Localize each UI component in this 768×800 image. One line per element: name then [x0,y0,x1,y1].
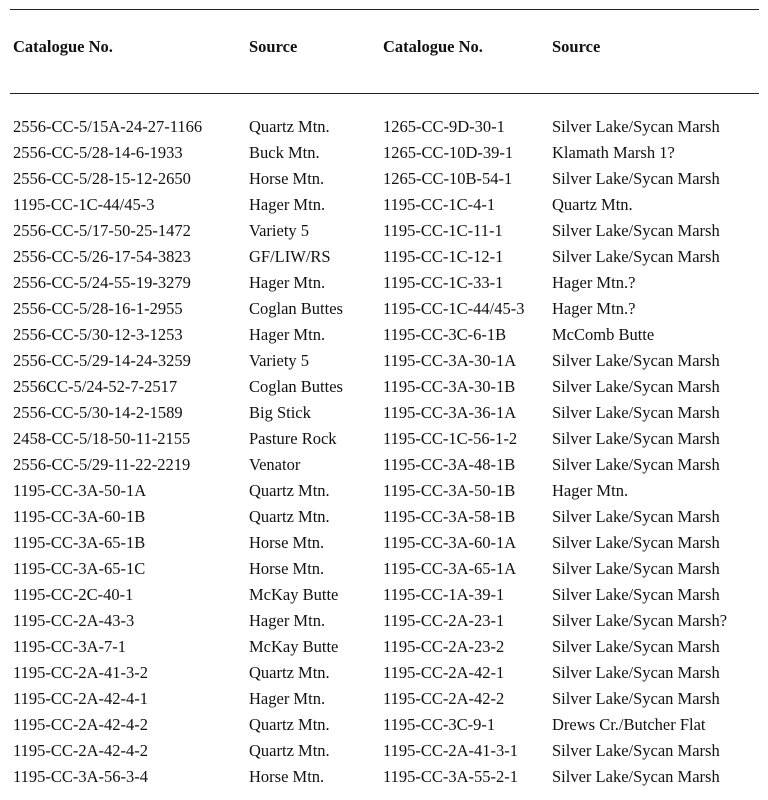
catalogue-no-cell: 1195-CC-2A-42-1 [383,663,505,682]
source-cell: Silver Lake/Sycan Marsh [552,169,720,188]
catalogue-no-cell: 1195-CC-1C-44/45-3 [383,299,525,318]
source-cell: Hager Mtn. [249,273,326,292]
source-cell: Quartz Mtn. [552,195,633,214]
catalogue-no-cell: 1195-CC-3A-7-1 [13,637,127,656]
catalogue-no-cell: 1195-CC-3A-60-1A [383,533,517,552]
catalogue-no-cell: 1195-CC-3C-6-1B [383,325,507,344]
table-row [0,296,768,322]
source-cell: McKay Butte [249,585,339,604]
source-cell: Quartz Mtn. [249,117,330,136]
catalogue-no-cell: 1195-CC-2A-42-4-1 [13,689,149,708]
source-cell: Silver Lake/Sycan Marsh [552,403,720,422]
source-cell: Silver Lake/Sycan Marsh [552,533,720,552]
catalogue-no-cell: 2556-CC-5/29-11-22-2219 [13,455,191,474]
catalogue-no-cell: 2458-CC-5/18-50-11-2155 [13,429,191,448]
source-cell: Klamath Marsh 1? [552,143,675,162]
catalogue-no-cell: 1195-CC-2A-42-4-2 [13,741,149,760]
table-row [0,738,768,764]
source-cell: Silver Lake/Sycan Marsh [552,663,720,682]
catalogue-no-cell: 1195-CC-2A-42-2 [383,689,505,708]
catalogue-no-cell: 1195-CC-1C-56-1-2 [383,429,518,448]
catalogue-no-cell: 1195-CC-3A-65-1B [13,533,146,552]
table-row [0,712,768,738]
top-rule [10,9,759,10]
catalogue-no-cell: 1195-CC-3A-50-1A [13,481,147,500]
source-cell: Horse Mtn. [249,767,325,786]
catalogue-no-cell: 1195-CC-2A-42-4-2 [13,715,149,734]
source-cell: Hager Mtn. [249,689,326,708]
source-cell: Horse Mtn. [249,169,325,188]
source-cell: Silver Lake/Sycan Marsh [552,689,720,708]
table-row [0,608,768,634]
catalogue-no-cell: 1195-CC-1C-12-1 [383,247,504,266]
table-row [0,478,768,504]
table-row [0,556,768,582]
table-row [0,374,768,400]
source-cell: McKay Butte [249,637,339,656]
source-cell: Silver Lake/Sycan Marsh [552,351,720,370]
source-cell: Silver Lake/Sycan Marsh [552,559,720,578]
catalogue-no-cell: 1195-CC-2A-23-2 [383,637,505,656]
source-cell: Drews Cr./Butcher Flat [552,715,706,734]
catalogue-no-cell: 2556-CC-5/28-14-6-1933 [13,143,183,162]
source-cell: Coglan Buttes [249,377,343,396]
table-body [0,114,768,790]
table-row [0,764,768,790]
source-cell: Horse Mtn. [249,533,325,552]
catalogue-no-cell: 1195-CC-2A-23-1 [383,611,505,630]
source-cell: Quartz Mtn. [249,663,330,682]
catalogue-no-cell: 1195-CC-3A-36-1A [383,403,517,422]
catalogue-no-cell: 2556-CC-5/24-55-19-3279 [13,273,191,292]
table-row [0,634,768,660]
catalogue-no-cell: 1195-CC-3A-56-3-4 [13,767,149,786]
catalogue-no-cell: 1195-CC-1C-11-1 [383,221,503,240]
catalogue-no-cell: 1195-CC-3A-65-1A [383,559,517,578]
catalogue-no-cell: 1195-CC-1A-39-1 [383,585,505,604]
catalogue-no-cell: 1195-CC-1C-33-1 [383,273,504,292]
source-cell: Hager Mtn. [249,195,326,214]
source-cell: Buck Mtn. [249,143,320,162]
catalogue-no-cell: 1195-CC-3C-9-1 [383,715,496,734]
catalogue-no-cell: 1195-CC-2A-41-3-1 [383,741,519,760]
table-row [0,192,768,218]
catalogue-no-cell: 1195-CC-3A-50-1B [383,481,516,500]
source-cell: Venator [249,455,301,474]
header-rule [10,93,759,94]
source-cell: Silver Lake/Sycan Marsh [552,455,720,474]
catalogue-no-cell: 1265-CC-9D-30-1 [383,117,505,136]
source-cell: Silver Lake/Sycan Marsh [552,507,720,526]
header-source-1: Source [249,37,298,56]
table-row [0,322,768,348]
source-cell: Variety 5 [249,351,310,370]
source-cell: Pasture Rock [249,429,337,448]
source-cell: Silver Lake/Sycan Marsh [552,377,720,396]
source-cell: Hager Mtn.? [552,273,636,292]
source-cell: GF/LIW/RS [249,247,331,266]
catalogue-no-cell: 2556-CC-5/30-12-3-1253 [13,325,183,344]
table-row [0,504,768,530]
catalogue-no-cell: 1195-CC-1C-44/45-3 [13,195,155,214]
catalogue-no-cell: 1195-CC-3A-48-1B [383,455,516,474]
source-cell: Silver Lake/Sycan Marsh [552,637,720,656]
table-row [0,244,768,270]
source-cell: Silver Lake/Sycan Marsh [552,221,720,240]
catalogue-no-cell: 1195-CC-1C-4-1 [383,195,496,214]
source-cell: Hager Mtn. [249,325,326,344]
table-row [0,400,768,426]
source-cell: Silver Lake/Sycan Marsh [552,117,720,136]
source-cell: Quartz Mtn. [249,715,330,734]
catalogue-no-cell: 1195-CC-2C-40-1 [13,585,134,604]
catalogue-no-cell: 1195-CC-3A-55-2-1 [383,767,519,786]
catalogue-no-cell: 2556-CC-5/30-14-2-1589 [13,403,183,422]
source-cell: Quartz Mtn. [249,507,330,526]
catalogue-no-cell: 1265-CC-10B-54-1 [383,169,513,188]
source-cell: Hager Mtn. [249,611,326,630]
header-catalogue-no-2: Catalogue No. [383,37,483,56]
source-cell: Quartz Mtn. [249,741,330,760]
header-catalogue-no-1: Catalogue No. [13,37,113,56]
catalogue-no-cell: 2556-CC-5/28-16-1-2955 [13,299,183,318]
source-cell: Silver Lake/Sycan Marsh? [552,611,728,630]
table-header-row [0,37,768,61]
catalogue-no-cell: 2556-CC-5/17-50-25-1472 [13,221,191,240]
catalogue-no-cell: 2556-CC-5/29-14-24-3259 [13,351,191,370]
catalogue-no-cell: 1195-CC-3A-58-1B [383,507,516,526]
header-source-2: Source [552,37,601,56]
source-cell: Silver Lake/Sycan Marsh [552,429,720,448]
table-row [0,530,768,556]
source-cell: Hager Mtn.? [552,299,636,318]
table-row [0,140,768,166]
table-row [0,270,768,296]
table-row [0,426,768,452]
source-cell: Hager Mtn. [552,481,629,500]
source-cell: Silver Lake/Sycan Marsh [552,741,720,760]
table-row [0,660,768,686]
catalogue-no-cell: 1195-CC-3A-30-1B [383,377,516,396]
source-cell: Quartz Mtn. [249,481,330,500]
catalogue-no-cell: 2556-CC-5/26-17-54-3823 [13,247,191,266]
source-cell: Coglan Buttes [249,299,343,318]
table-row [0,218,768,244]
catalogue-no-cell: 1195-CC-3A-30-1A [383,351,517,370]
source-cell: Big Stick [249,403,311,422]
table-row [0,582,768,608]
catalogue-no-cell: 1195-CC-3A-65-1C [13,559,146,578]
source-cell: Horse Mtn. [249,559,325,578]
table-row [0,452,768,478]
source-cell: Silver Lake/Sycan Marsh [552,767,720,786]
table-row [0,114,768,140]
catalogue-no-cell: 1195-CC-2A-43-3 [13,611,135,630]
table-row [0,348,768,374]
source-cell: Variety 5 [249,221,310,240]
catalogue-no-cell: 1265-CC-10D-39-1 [383,143,514,162]
source-cell: McComb Butte [552,325,655,344]
catalogue-no-cell: 2556-CC-5/15A-24-27-1166 [13,117,203,136]
source-cell: Silver Lake/Sycan Marsh [552,247,720,266]
catalogue-no-cell: 1195-CC-3A-60-1B [13,507,146,526]
table-row [0,166,768,192]
catalogue-no-cell: 1195-CC-2A-41-3-2 [13,663,149,682]
catalogue-no-cell: 2556CC-5/24-52-7-2517 [13,377,178,396]
table-row [0,686,768,712]
catalogue-no-cell: 2556-CC-5/28-15-12-2650 [13,169,191,188]
source-cell: Silver Lake/Sycan Marsh [552,585,720,604]
